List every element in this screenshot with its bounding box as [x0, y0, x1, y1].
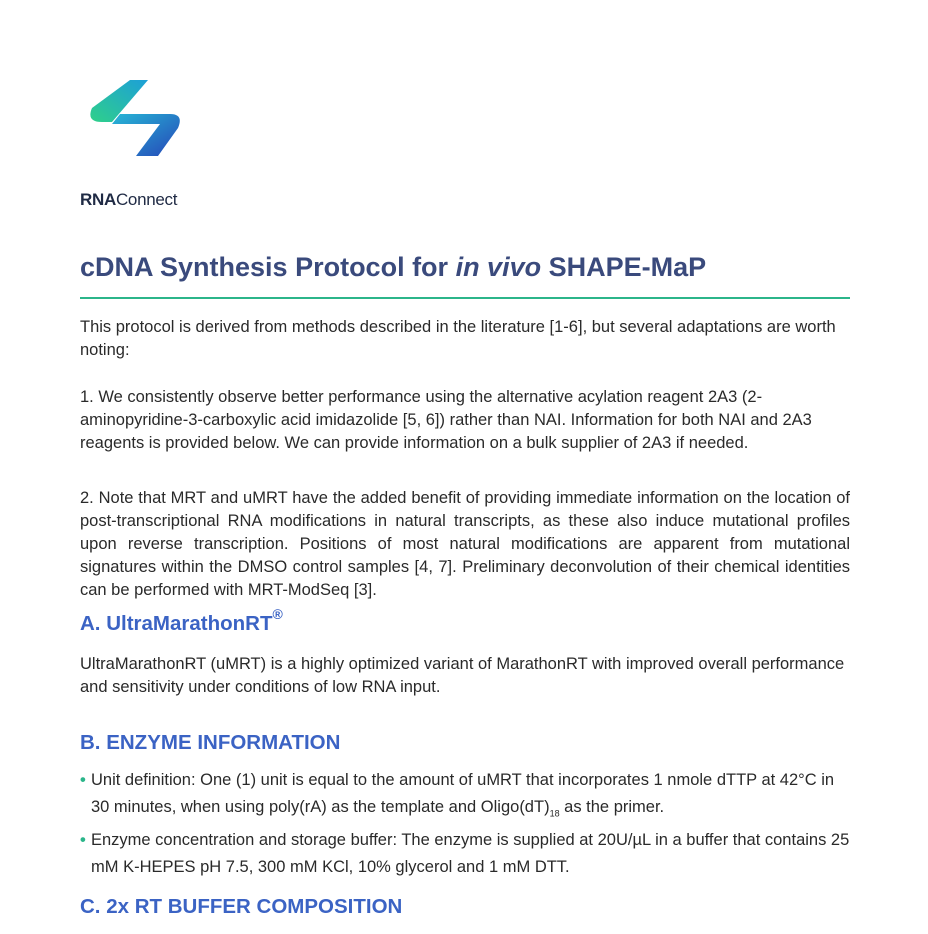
intro-paragraph: This protocol is derived from methods described in the literature [1-6], but several adaptations are worth noting: — [80, 318, 836, 359]
list-item: • Unit definition: One (1) unit is equal to the amount of uMRT that incorporates 1 nmole dTTP at 42°C in 30 minutes, when using poly(rA) as the template and $Oligo(dT)_{18}$ as the primer. — [80, 767, 850, 827]
section-a-heading: A. UltraMarathonRT® — [80, 606, 283, 635]
title-divider — [80, 297, 850, 299]
note-1-paragraph: 1. We consistently observe better performance using the alternative acylation reagent 2A3 (2-aminopyridine-3-carboxylic acid imidazolide [5, 6]) rather than NAI. Information for both NAI and 2A3 reagents is provided below. We can provide information on a bulk supplier of 2A3 if needed. — [80, 388, 812, 452]
page-title: cDNA Synthesis Protocol for in vivo SHAPE-MaP — [80, 252, 707, 282]
section-c-heading: C. 2x RT BUFFER COMPOSITION — [80, 895, 403, 918]
rnaconnect-logo-icon — [82, 78, 186, 158]
list-item: • Enzyme concentration and storage buffer: The enzyme is supplied at 20U/µL in a buffer that contains 25 mM K-HEPES pH 7.5, 300 mM KCl, 10% glycerol and 1 mM DTT. — [80, 827, 850, 881]
note-2-paragraph: 2. Note that MRT and uMRT have the added benefit of providing immediate information on the location of post-transcriptional RNA modifications in natural transcripts, as these also induce mutational profiles upon reverse transcription. Positions of most natural modifications are apparent from mutational signatures within the DMSO control samples [4, 7]. Preliminary deconvolution of their chemical identities can be performed with MRT-ModSeq [3]. — [80, 489, 850, 599]
bullet-icon: • — [80, 831, 86, 849]
section-b-heading: B. ENZYME INFORMATION — [80, 731, 341, 754]
section-a-paragraph: UltraMarathonRT (uMRT) is a highly optimized variant of MarathonRT with improved overall performance and sensitivity under conditions of low RNA input. — [80, 655, 845, 696]
brand-wordmark: RNAConnect — [80, 190, 178, 209]
bullet-icon: • — [80, 771, 86, 789]
